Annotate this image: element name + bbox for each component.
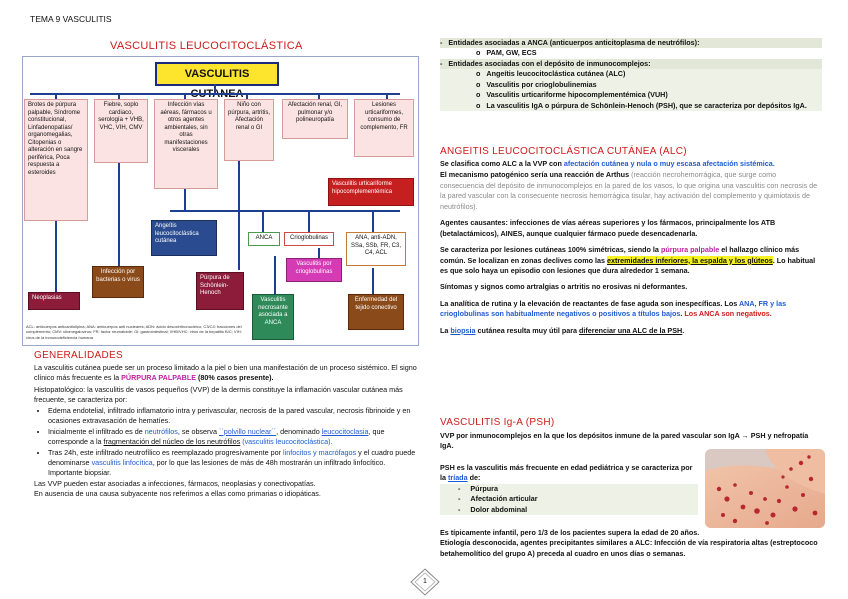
connector-line bbox=[262, 210, 264, 232]
paragraph: Histopatológico: la vasculitis de vasos pequeños (VVP) de la dermis constituye la inflamación vascular cutánea más frecuente, se caracteriza por: bbox=[34, 384, 403, 405]
generalidades-text bbox=[34, 363, 419, 500]
diagram-box-crioglob-vasculitis: Vasculitis por crioglobulinas bbox=[286, 258, 342, 282]
paragraph: Se clasifica como ALC a la VVP con afectación cutánea y nula o muy escasa afectación sistémica. bbox=[440, 159, 775, 168]
purpura-photo bbox=[705, 449, 825, 528]
diagram-box-causes-3: Infección vías aéreas, fármacos u otros agentes ambientales, sin otras manifestaciones viscerales bbox=[154, 99, 218, 189]
section-title-iga: VASCULITIS Ig-A (PSH) bbox=[440, 417, 555, 428]
diagram-box-enfermedad-conectivo: Enfermedad del tejido conectivo bbox=[348, 294, 404, 330]
diagram-box-causes-5: Afectación renal, GI, pulmonar y/o polineuropatía bbox=[282, 99, 348, 139]
triad-item: - Púrpura bbox=[440, 484, 698, 494]
diagram-box-causes-6: Lesiones urticariformes, consumo de complemento, FR bbox=[354, 99, 414, 157]
paragraph: Síntomas y signos como artralgias o artritis no erosivas ni deformantes. bbox=[440, 282, 688, 292]
diagram-box-causes-1: Brotes de púrpura palpable, Síndrome constitucional, Linfadenopatías/ organomegalias, Citopenias o alteración en sangre periférica, Poca respuesta a esteroides bbox=[24, 99, 88, 221]
iga-text-bottom bbox=[440, 528, 822, 559]
paragraph: VVP por inmunocomplejos en la que los depósitos inmune de la pared vascular son IgA → PSH y nefropatía IgA. bbox=[440, 431, 809, 451]
iga-text-triad bbox=[440, 463, 698, 515]
paragraph: En ausencia de una causa subyacente nos referimos a ellas como primarias o idiopáticas. bbox=[34, 489, 321, 499]
purpura-image bbox=[705, 449, 825, 528]
paragraph: Etiología desconocida, agentes precipitantes similares a ALC: Infección de vía respiratoria altas (estreptococo betahemolítico del grupo A) preceda al cuadro en unos días o semanas. bbox=[440, 538, 818, 558]
connector-line bbox=[318, 248, 320, 258]
triad-item: - Dolor abdominal bbox=[440, 505, 698, 515]
diagram-title: VASCULITIS LEUCOCITOCLÁSTICA bbox=[110, 40, 303, 52]
paragraph: Las VVP pueden estar asociadas a infecciones, fármacos, neoplasias y conectivopatías. bbox=[34, 478, 316, 488]
triad-item: - Afectación articular bbox=[440, 494, 698, 504]
paragraph: Es típicamente infantil, pero 1/3 de los pacientes supera la edad de 20 años. bbox=[440, 528, 700, 537]
alc-text bbox=[440, 159, 822, 336]
list-item: • Edema endotelial, infiltrado inflamatorio intra y perivascular, necrosis de la pared vascular, necrosis fibrinoide y en ocasiones extravasación de hematíes. bbox=[48, 406, 419, 427]
bullet-list bbox=[34, 406, 419, 479]
inmuno-entities-line: - Entidades asociadas con el depósito de inmunocomplejos: bbox=[440, 59, 822, 69]
connector-line bbox=[214, 84, 216, 94]
connector-line bbox=[372, 210, 374, 232]
anca-entities-line: - Entidades asociadas a ANCA (anticuerpos anticitoplasma de neutrófilos): bbox=[440, 38, 822, 48]
connector-line bbox=[184, 189, 186, 211]
diagram-box-urticarial: Vasculitis urticariforme hipocomplementémica bbox=[328, 178, 414, 206]
paragraph: Se caracteriza por lesiones cutáneas 100% simétricas, siendo la púrpura palpable el hallazgo clínico más común. Se localizan en zonas declives como las extremidades inferiores, la espalda y los glúteos. Lo habitual es que solo haya un episodio con lesiones que dura alrededor 1 semana. bbox=[440, 245, 816, 275]
section-title-generalidades: GENERALIDADES bbox=[34, 350, 123, 361]
paragraph: La analítica de rutina y la elevación de reactantes de fase aguda son inespecíficas. Los ANA, FR y las crioglobulinas son habitualmente negativos o positivos a títulos bajos. Los ANCA son negativos. bbox=[440, 298, 787, 319]
diagram-box-crioglobulinas: Crioglobulinas bbox=[284, 232, 334, 246]
connector-line bbox=[274, 256, 276, 294]
inmuno-entity-item: o Vasculitis por crioglobulinemias bbox=[440, 80, 822, 90]
paragraph: La biopsia cutánea resulta muy útil para diferenciar una ALC de la PSH. bbox=[440, 325, 685, 335]
paragraph: Agentes causantes: infecciones de vías aéreas superiores y los fármacos, principalmente los ATB (betalactámicos), AINES, aunque cualquier fármaco puede desencadenarla. bbox=[440, 218, 776, 238]
connector-line bbox=[238, 160, 240, 270]
anca-entity-item: o PAM, GW, ECS bbox=[476, 48, 537, 58]
list-item: • Inicialmente el infiltrado es de neutrófilos, se observa ``polvillo nuclear´´, denominado leucocitoclasia, que corresponde a la fragmentación del núcleo de los neutrófilos (vasculitis leucocitoclástica). bbox=[48, 427, 419, 448]
diagram-box-anca: ANCA bbox=[248, 232, 280, 246]
connector-line bbox=[372, 268, 374, 294]
page-number: 1 bbox=[423, 578, 427, 585]
diagram-box-neoplasias: Neoplasias bbox=[28, 292, 80, 310]
paragraph: El mecanismo patogénico sería una reacción de Arthus (reacción necrohemorrágica, que surge como consecuencia del depósito de inmunocomplejos en la pared de los vasos, lo que origina una vasculitis con necrosis de la pared vascular con la consecuente necrosis hemorrágica tisular, hay activación del complemento y quimiotaxis de neutrófilos). bbox=[440, 170, 818, 211]
diagram-box-causes-4: Niño con púrpura, artritis, Afectación renal o GI bbox=[224, 99, 274, 161]
diagram-box-causes-2: Fiebre, soplo cardiaco, serología + VHB, VHC, VIH, CMV bbox=[94, 99, 148, 163]
diagram-box-infeccion: Infección por bacterias o virus bbox=[92, 266, 144, 298]
diagram-box-ana: ANA, anti-ADN, SSa, SSb, FR, C3, C4, ACL bbox=[346, 232, 406, 266]
inmuno-entity-item: o La vasculitis IgA o púrpura de Schönlein-Henoch (PSH), que se caracteriza por depósitos IgA. bbox=[440, 101, 822, 111]
connector-line bbox=[170, 210, 400, 212]
connector-line bbox=[308, 210, 310, 232]
diagram-main-box: VASCULITIS bbox=[155, 62, 279, 86]
inmuno-entity-item: o Vasculitis urticariforme hipocomplementémica (VUH) bbox=[440, 90, 822, 100]
document-header: TEMA 9 VASCULITIS bbox=[30, 14, 112, 24]
diagram-box-vasculitis-necrosante: Vasculitis necrosante asociada a ANCA bbox=[252, 294, 294, 340]
diagram-legend: ACL: anticuerpos anticardiolipina; ANA: anticuerpos anti nucleares; ADN: ácido desoxirribonucleico; C3/C4: fracciones del complemento; CMV: citomegalovirus; FR: factor reumatoide; GI: gastrointestinal; VHB/VHC: virus de la hepatitis B/C; VIH: virus de la inmunodeficiencia humana bbox=[26, 324, 242, 340]
inmuno-entity-item: o Angeítis leucocitoclástica cutánea (ALC) bbox=[440, 69, 822, 79]
connector-line bbox=[55, 220, 57, 292]
paragraph: PSH es la vasculitis más frecuente en edad pediátrica y se caracteriza por la tríada de: bbox=[440, 463, 693, 483]
list-item: • Tras 24h, este infiltrado neutrofílico es reemplazado progresivamente por linfocitos y macrófagos y el cuadro puede denominarse vasculitis linfocítica, por lo que las lesiones de más de 48h mostrarán un infiltrado linfocítico. Importante biopsiar. bbox=[48, 448, 419, 479]
section-title-alc: ANGEITIS LEUCOCITOCLÁSTICA CUTÁNEA (ALC) bbox=[440, 146, 687, 157]
connector-line bbox=[118, 162, 120, 266]
diagram-box-angeitis: Angeítis leucocitoclástica cutánea bbox=[151, 220, 217, 256]
paragraph: La vasculitis cutánea puede ser un proceso limitado a la piel o bien una manifestación de un proceso sistémico. El signo clínico más frecuente es la PÚRPURA PALPABLE (80% casos presente). bbox=[34, 363, 417, 383]
diagram-box-purpura-sh: Púrpura de Schönlein-Henoch bbox=[196, 272, 244, 310]
entities-list bbox=[440, 38, 822, 111]
